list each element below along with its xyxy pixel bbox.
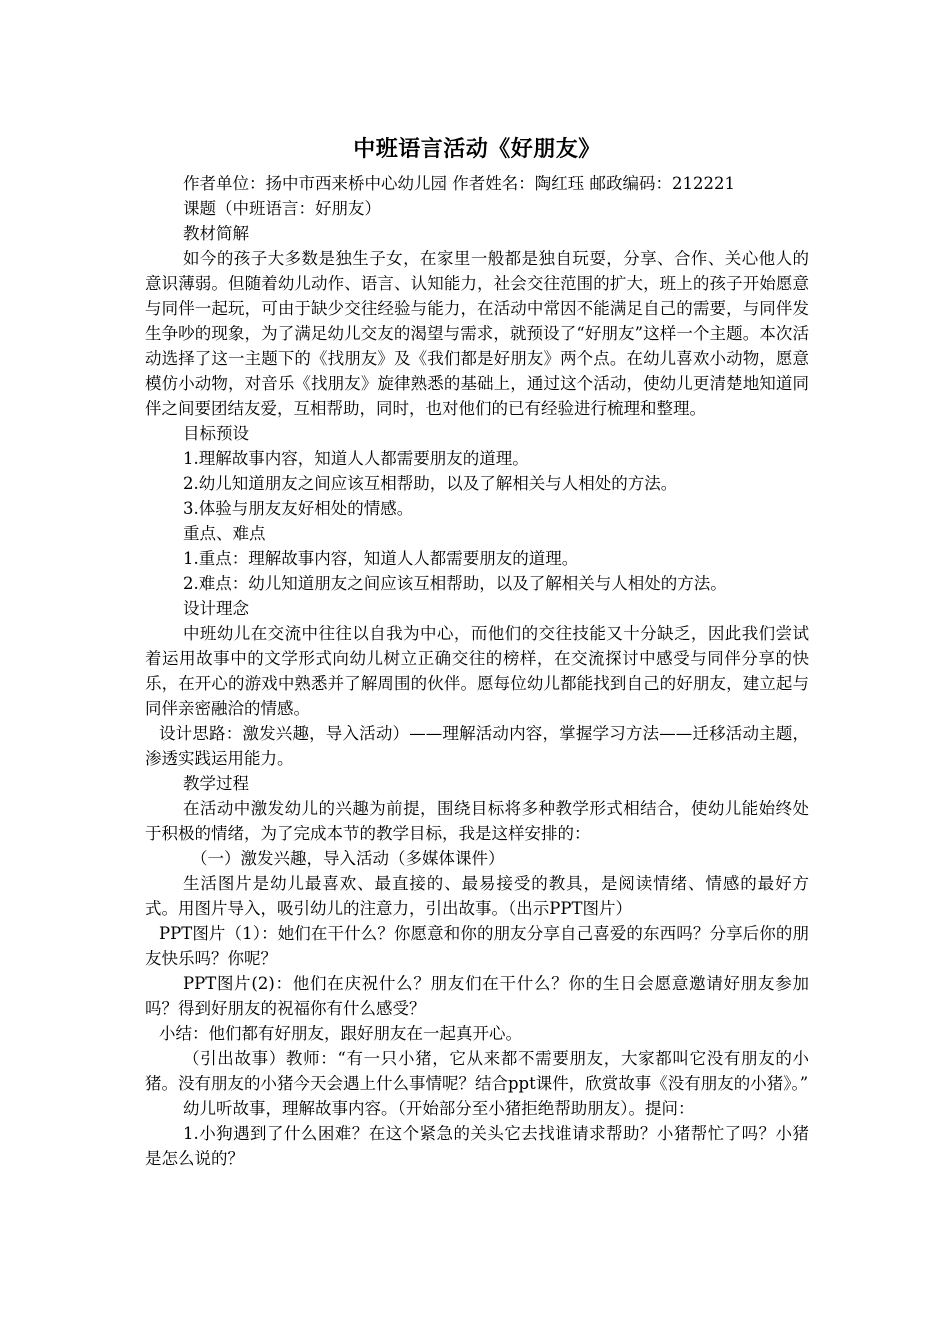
section-heading: 教学过程 <box>183 774 249 793</box>
paragraph: PPT图片(2)：他们在庆祝什么？朋友们在干什么？你的生日会愿意邀请好朋友参加吗？得到好朋友的祝福你有什么感受？ <box>145 974 809 1018</box>
paragraph: 生活图片是幼儿最喜欢、最直接的、最易接受的教具，是阅读情绪、情感的最好方式。用图片导入，吸引幼儿的注意力，引出故事。（出示PPT图片） <box>145 874 809 918</box>
paragraph: PPT图片（1）：她们在干什么？你愿意和你的朋友分享自己喜爱的东西吗？分享后你的朋友快乐吗？你呢？ <box>145 924 809 968</box>
author-info: 作者单位：扬中市西来桥中心幼儿园 作者姓名：陶红珏 邮政编码：212221 <box>183 174 735 193</box>
paragraph: 设计思路：激发兴趣，导入活动）——理解活动内容，掌握学习方法——迁移活动主题，渗透实践运用能力。 <box>145 724 809 768</box>
paragraph: 1.小狗遇到了什么困难？在这个紧急的关头它去找谁请求帮助？小猪帮忙了吗？小猪是怎么说的？ <box>145 1124 809 1168</box>
subsection-heading: （一）激发兴趣，导入活动（多媒体课件） <box>191 849 505 868</box>
key-point-item: 1.重点：理解故事内容，知道人人都需要朋友的道理。 <box>183 549 579 568</box>
goal-item: 1.理解故事内容，知道人人都需要朋友的道理。 <box>183 449 529 468</box>
section-heading: 目标预设 <box>183 424 249 443</box>
paragraph: （引出故事）教师：“有一只小猪，它从来都不需要朋友，大家都叫它没有朋友的小猪。没有朋友的小猪今天会遇上什么事情呢？结合ppt课件，欣赏故事《没有朋友的小猪》。” <box>145 1049 809 1093</box>
paragraph: 如今的孩子大多数是独生子女，在家里一般都是独自玩耍，分享、合作、关心他人的意识薄弱。但随着幼儿动作、语言、认知能力，社会交往范围的扩大，班上的孩子开始愿意与同伴一起玩，可由于缺少交往经验与能力，在活动中常因不能满足自己的需要，与同伴发生争吵的现象，为了满足幼儿交友的渴望与需求，就预设了“好朋友”这样一个主题。本次活动选择了这一主题下的《找朋友》及《我们都是好朋友》两个点。在幼儿喜欢小动物，愿意模仿小动物，对音乐《找朋友》旋律熟悉的基础上，通过这个活动，使幼儿更清楚地知道同伴之间要团结友爱，互相帮助，同时，也对他们的已有经验进行梳理和整理。 <box>145 249 809 418</box>
document-title: 中班语言活动《好朋友》 <box>353 136 601 162</box>
key-point-item: 2.难点：幼儿知道朋友之间应该互相帮助，以及了解相关与人相处的方法。 <box>183 574 727 593</box>
goal-item: 2.幼儿知道朋友之间应该互相帮助，以及了解相关与人相处的方法。 <box>183 474 678 493</box>
paragraph: 小结：他们都有好朋友，跟好朋友在一起真开心。 <box>159 1024 522 1043</box>
paragraph: 中班幼儿在交流中往往以自我为中心，而他们的交往技能又十分缺乏，因此我们尝试着运用故事中的文学形式向幼儿树立正确交往的榜样，在交流探讨中感受与同伴分享的快乐，在开心的游戏中熟悉并了解周围的伙伴。愿每位幼儿都能找到自己的好朋友，建立起与同伴亲密融洽的情感。 <box>145 624 809 718</box>
goal-item: 3.体验与朋友友好相处的情感。 <box>183 499 414 518</box>
section-heading: 设计理念 <box>183 599 249 618</box>
topic-line: 课题（中班语言：好朋友） <box>183 199 381 218</box>
document-page <box>145 132 809 1171</box>
paragraph: 幼儿听故事，理解故事内容。（开始部分至小猪拒绝帮助朋友）。提问： <box>183 1099 695 1118</box>
paragraph: 在活动中激发幼儿的兴趣为前提，围绕目标将多种教学形式相结合，使幼儿能始终处于积极的情绪，为了完成本节的教学目标，我是这样安排的： <box>145 799 809 843</box>
section-heading: 重点、难点 <box>183 524 266 543</box>
section-heading: 教材简解 <box>183 224 249 243</box>
